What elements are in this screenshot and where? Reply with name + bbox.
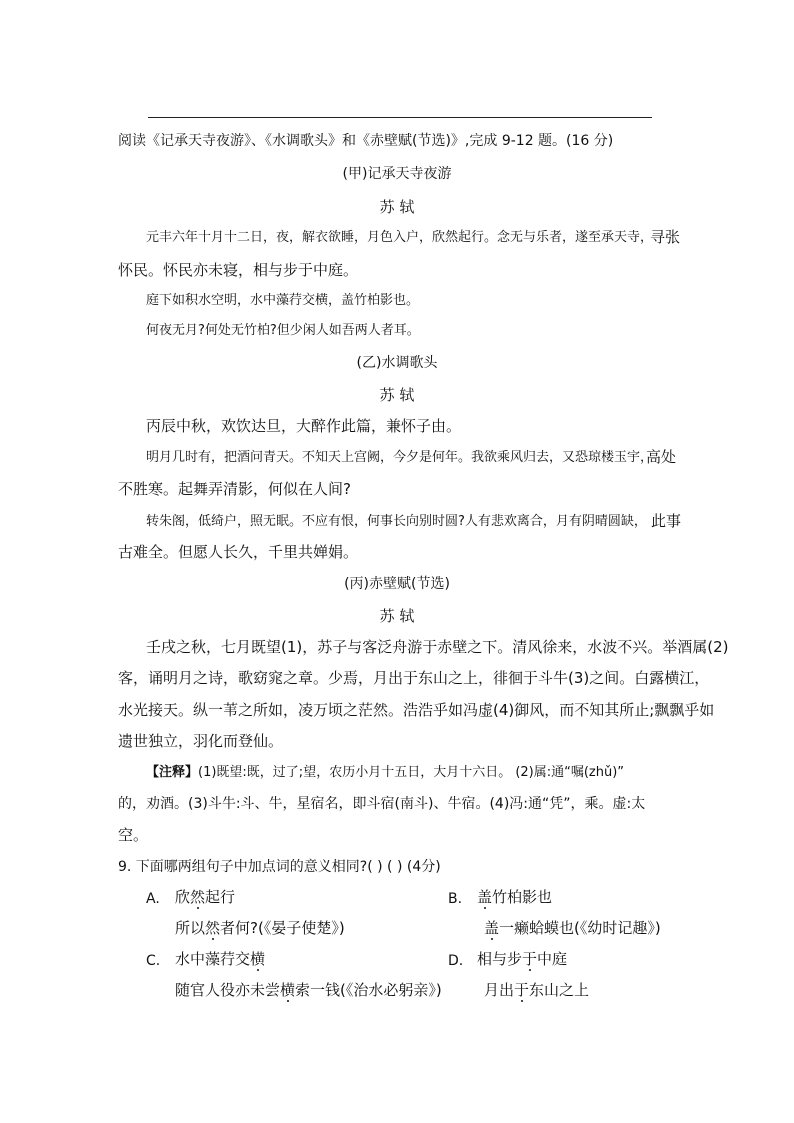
yi-paragraph-3c: 古难全。但愿人长久，千里共婵娟。 — [118, 543, 359, 561]
dotted-word: 横 — [280, 981, 296, 999]
option-a-label: A. — [146, 891, 160, 907]
jia-author: 苏 轼 — [379, 198, 415, 216]
yi-paragraph-2c: 不胜寒。起舞弄清影，何似在人间? — [118, 480, 351, 498]
question-intro: 阅读《记承天寺夜游》、《水调歌头》和《赤壁赋(节选)》,完成 9-12 题。(16 分) — [118, 133, 614, 149]
header-rule — [148, 117, 652, 118]
dotted-word: 横 — [250, 950, 266, 968]
bing-line-3: 水光接天。纵一苇之所如，凌万顷之茫然。浩浩乎如冯虚(4)御风，而不知其所止;飘飘乎如 — [118, 701, 715, 719]
yi-paragraph-2b: 高处 — [646, 448, 677, 466]
notes-line-3: 空。 — [118, 826, 149, 844]
dotted-word: 盖 — [477, 888, 493, 906]
text-segment: 者何?(《晏子使楚》) — [220, 919, 345, 937]
option-c-label: C. — [146, 953, 161, 969]
bing-title: (丙)赤壁赋(节选) — [344, 576, 450, 592]
dotted-word: 然 — [190, 888, 206, 906]
yi-paragraph-1: 丙辰中秋，欢饮达旦，大醉作此篇，兼怀子由。 — [146, 417, 462, 435]
bing-line-4: 遗世独立，羽化而登仙。 — [118, 732, 284, 750]
jia-paragraph-1b: 寻张 — [650, 228, 681, 246]
option-b-sentence-2 — [484, 921, 661, 936]
text-segment: 索一钱(《治水必躬亲》) — [295, 981, 442, 999]
notes-text-1: (1)既望:既，过了;望，农历小月十五日，大月十六日。 (2)属:通“嘱(zhǔ)” — [198, 765, 625, 780]
option-b-label: B. — [448, 891, 463, 907]
yi-author: 苏 轼 — [379, 386, 415, 404]
dotted-word: 于 — [514, 981, 530, 999]
text-segment: 水中藻荇交 — [175, 950, 251, 968]
text-segment: 起行 — [205, 888, 236, 906]
bing-line-1: 壬戌之秋，七月既望(1)，苏子与客泛舟游于赤壁之下。清风徐来，水波不兴。举酒属(2) — [146, 638, 729, 656]
yi-title: (乙)水调歌头 — [356, 355, 438, 371]
dotted-word: 然 — [205, 919, 221, 937]
jia-paragraph-2: 庭下如积水空明，水中藻荇交横，盖竹柏影也。 — [146, 293, 420, 308]
text-segment: 月出 — [484, 981, 515, 999]
text-segment: 中庭 — [537, 950, 568, 968]
option-d-sentence-1 — [477, 952, 567, 967]
yi-paragraph-3a: 转朱阁，低绮户，照无眠。不应有恨，何事长向别时圆?人有悲欢离合，月有阴晴圆缺， — [146, 514, 647, 529]
jia-paragraph-3: 何夜无月?何处无竹柏?但少闲人如吾两人者耳。 — [146, 323, 420, 338]
notes-label: 【注释】 — [146, 765, 199, 780]
yi-paragraph-3b: 此事 — [651, 512, 682, 530]
option-b-sentence-1 — [477, 890, 552, 905]
notes-line-1 — [146, 766, 624, 779]
text-segment: 所以 — [175, 919, 206, 937]
jia-paragraph-1a: 元丰六年十月十二日，夜，解衣欲睡，月色入户，欣然起行。念无与乐者，遂至承天寺， — [146, 230, 654, 245]
bing-author: 苏 轼 — [379, 607, 415, 625]
option-a-sentence-2 — [175, 921, 345, 936]
dotted-word: 盖 — [484, 919, 500, 937]
option-d-label: D. — [448, 953, 464, 969]
text-segment: 东山之上 — [529, 981, 590, 999]
text-segment: 一癞蛤蟆也(《幼时记趣》) — [499, 919, 661, 937]
text-segment: 竹柏影也 — [492, 888, 553, 906]
text-segment: 欣 — [175, 888, 191, 906]
option-a-sentence-1 — [175, 890, 235, 905]
bing-line-2: 客，诵明月之诗，歌窈窕之章。少焉，月出于东山之上，徘徊于斗牛(3)之间。白露横江， — [118, 669, 710, 687]
option-c-sentence-2 — [175, 983, 442, 998]
question-9-stem: 9. 下面哪两组句子中加点词的意义相同?( ) ( ) (4分) — [118, 859, 441, 875]
text-segment: 随官人役亦未尝 — [175, 981, 281, 999]
jia-title: (甲)记承天寺夜游 — [342, 166, 452, 182]
notes-line-2: 的，劝酒。(3)斗牛:斗、牛，星宿名，即斗宿(南斗)、牛宿。(4)冯:通“凭”，乘。虚:太 — [118, 796, 646, 812]
jia-paragraph-1c: 怀民。怀民亦未寝，相与步于中庭。 — [118, 261, 359, 279]
option-c-sentence-1 — [175, 952, 265, 967]
option-d-sentence-2 — [484, 983, 589, 998]
yi-paragraph-2a: 明月几时有，把酒问青天。不知天上宫阙，今夕是何年。我欲乘风归去，又恐琼楼玉宇， — [146, 450, 654, 465]
text-segment: 相与步 — [477, 950, 523, 968]
dotted-word: 于 — [522, 950, 538, 968]
